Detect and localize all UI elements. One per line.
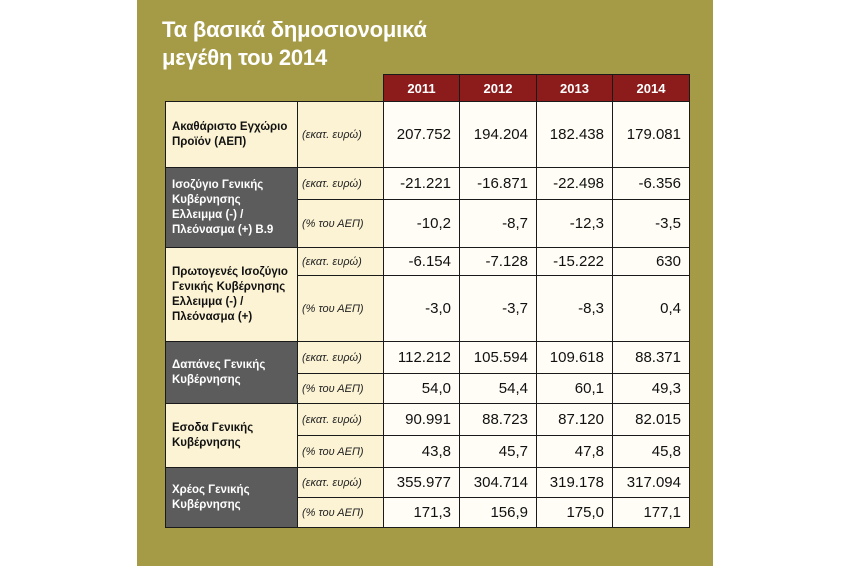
value-cell: -15.222 (537, 248, 613, 276)
year-header: 2014 (613, 75, 690, 102)
table-row (166, 248, 690, 276)
table-row (166, 102, 690, 168)
value-cell: 175,0 (537, 498, 613, 528)
unit-cell: (εκατ. ευρώ) (298, 404, 384, 436)
unit-cell: (% του ΑΕΠ) (298, 436, 384, 468)
table-row (166, 168, 690, 200)
value-cell: 304.714 (460, 468, 537, 498)
value-cell: 88.371 (613, 342, 690, 374)
value-cell: 355.977 (384, 468, 460, 498)
title-line-1: Τα βασικά δημοσιονομικά (162, 17, 427, 42)
year-header: 2012 (460, 75, 537, 102)
value-cell: 182.438 (537, 102, 613, 168)
unit-cell: (% του ΑΕΠ) (298, 498, 384, 528)
section-label: Ισοζύγιο Γενικής Κυβέρνησης Ελλειμμα (-) / Πλεόνασμα (+) Β.9 (166, 168, 298, 248)
value-cell: -8,7 (460, 200, 537, 248)
value-cell: 105.594 (460, 342, 537, 374)
table-row (166, 342, 690, 374)
value-cell: -8,3 (537, 276, 613, 342)
value-cell: -12,3 (537, 200, 613, 248)
year-header-row (166, 75, 690, 102)
unit-cell: (εκατ. ευρώ) (298, 248, 384, 276)
unit-cell: (εκατ. ευρώ) (298, 102, 384, 168)
section-label: Χρέος Γενικής Κυβέρνησης (166, 468, 298, 528)
section-label: Εσοδα Γενικής Κυβέρνησης (166, 404, 298, 468)
value-cell: 43,8 (384, 436, 460, 468)
unit-cell: (εκατ. ευρώ) (298, 342, 384, 374)
value-cell: 0,4 (613, 276, 690, 342)
table-row (166, 404, 690, 436)
value-cell: 194.204 (460, 102, 537, 168)
value-cell: 319.178 (537, 468, 613, 498)
value-cell: -10,2 (384, 200, 460, 248)
infographic-title (162, 16, 427, 72)
value-cell: 156,9 (460, 498, 537, 528)
unit-cell: (% του ΑΕΠ) (298, 276, 384, 342)
fiscal-table (165, 74, 690, 528)
value-cell: 54,0 (384, 374, 460, 404)
value-cell: 171,3 (384, 498, 460, 528)
title-line-2: μεγέθη του 2014 (162, 45, 328, 70)
value-cell: -3,0 (384, 276, 460, 342)
value-cell: 87.120 (537, 404, 613, 436)
value-cell: 45,7 (460, 436, 537, 468)
section-label: Δαπάνες Γενικής Κυβέρνησης (166, 342, 298, 404)
value-cell: 90.991 (384, 404, 460, 436)
value-cell: 47,8 (537, 436, 613, 468)
value-cell: 54,4 (460, 374, 537, 404)
value-cell: -22.498 (537, 168, 613, 200)
section-label: Πρωτογενές Ισοζύγιο Γενικής Κυβέρνησης Ελλειμμα (-) / Πλεόνασμα (+) (166, 248, 298, 342)
table-row (166, 468, 690, 498)
value-cell: 177,1 (613, 498, 690, 528)
value-cell: -21.221 (384, 168, 460, 200)
year-header: 2011 (384, 75, 460, 102)
value-cell: -3,5 (613, 200, 690, 248)
unit-cell: (εκατ. ευρώ) (298, 468, 384, 498)
unit-cell: (εκατ. ευρώ) (298, 168, 384, 200)
value-cell: 317.094 (613, 468, 690, 498)
value-cell: 82.015 (613, 404, 690, 436)
value-cell: -16.871 (460, 168, 537, 200)
year-header: 2013 (537, 75, 613, 102)
value-cell: -3,7 (460, 276, 537, 342)
value-cell: 60,1 (537, 374, 613, 404)
value-cell: -6.154 (384, 248, 460, 276)
value-cell: -7.128 (460, 248, 537, 276)
header-corner (166, 75, 384, 102)
section-label: Ακαθάριστο Εγχώριο Προϊόν (ΑΕΠ) (166, 102, 298, 168)
value-cell: 49,3 (613, 374, 690, 404)
unit-cell: (% του ΑΕΠ) (298, 200, 384, 248)
unit-cell: (% του ΑΕΠ) (298, 374, 384, 404)
value-cell: 630 (613, 248, 690, 276)
value-cell: 109.618 (537, 342, 613, 374)
value-cell: 112.212 (384, 342, 460, 374)
value-cell: 179.081 (613, 102, 690, 168)
value-cell: 88.723 (460, 404, 537, 436)
value-cell: 207.752 (384, 102, 460, 168)
value-cell: -6.356 (613, 168, 690, 200)
value-cell: 45,8 (613, 436, 690, 468)
